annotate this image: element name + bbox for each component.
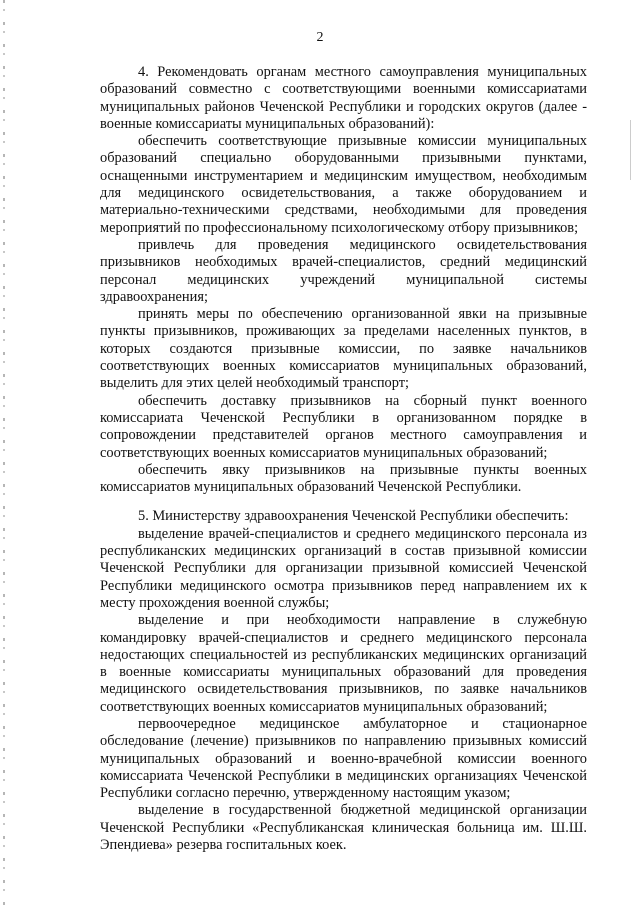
paragraph-item-4: 4. Рекомендовать органам местного самоуправления муниципальных образований совместно с соответствующими военными комиссариатами муниципальных районов Чеченской Республики и городских округов (далее - военные комиссариаты муниципальных образований): xyxy=(100,64,587,132)
paragraph-reserve-beds: выделение в государственной бюджетной медицинской организации Чеченской Республики «Республиканская клиническая больница им. Ш.Ш. Эпендиева» резерва госпитальных коек. xyxy=(100,802,587,854)
paragraph-business-trip: выделение и при необходимости направление в служебную командировку врачей-специалистов и среднего медицинского персонала недостающих специальностей из республиканских медицинских организаций в военные комиссариаты муниципальных образований для проведения медицинского освидетельствования призывников, по заявке начальников соответствующих военных комиссариатов муниципальных образований; xyxy=(100,612,587,715)
paragraph-equip-commissions: обеспечить соответствующие призывные комиссии муниципальных образований специально оборудованными призывными пунктами, оснащенными инструментарием и медицинским имуществом, необходимым для медицинского освидетельствования, а также оборудованием и материально-техническими средствами, необходимыми для проведения мероприятий по профессиональному психологическому отбору призывников; xyxy=(100,133,587,236)
page-number: 2 xyxy=(316,30,324,45)
paragraph-ensure-attendance: принять меры по обеспечению организованной явки на призывные пункты призывников, проживающих за пределами населенных пунктов, в которых создаются призывные комиссии, по заявке начальников соответствующих военных комиссариатов муниципальных образований, выделить для этих целей необходимый транспорт; xyxy=(100,306,587,392)
scan-margin-artifact-right xyxy=(630,120,631,180)
paragraph-attract-doctors: привлечь для проведения медицинского освидетельствования призывников необходимых врачей-специалистов, средний медицинский персонал медицинских учреждений муниципальной системы здравоохранения; xyxy=(100,236,587,305)
document-body xyxy=(100,64,587,854)
paragraph-allocate-staff: выделение врачей-специалистов и среднего медицинского персонала из республиканских медицинских организаций в состав призывной комиссии Чеченской Республики для организации призывной комиссией Чеченской Республики медицинского осмотра призывников перед направлением их к месту прохождения военной службы; xyxy=(100,525,587,611)
paragraph-item-5: 5. Министерству здравоохранения Чеченской Республики обеспечить: xyxy=(138,508,569,525)
scan-margin-artifact xyxy=(3,0,5,905)
paragraph-examination: первоочередное медицинское амбулаторное и стационарное обследование (лечение) призывников по направлению призывных комиссий муниципальных образований и военно-врачебной комиссии военного комиссариата Чеченской Республики в медицинских организациях Чеченской Республики согласно перечню, утвержденному настоящим указом; xyxy=(100,715,587,802)
paragraph-attendance: обеспечить явку призывников на призывные пункты военных комиссариатов муниципальных образований Чеченской Республики. xyxy=(100,461,587,496)
paragraph-delivery: обеспечить доставку призывников на сборный пункт военного комиссариата Чеченской Республики в организованном порядке в сопровождении представителей органов местного самоуправления и соответствующих военных комиссариатов муниципальных образований; xyxy=(100,392,587,461)
